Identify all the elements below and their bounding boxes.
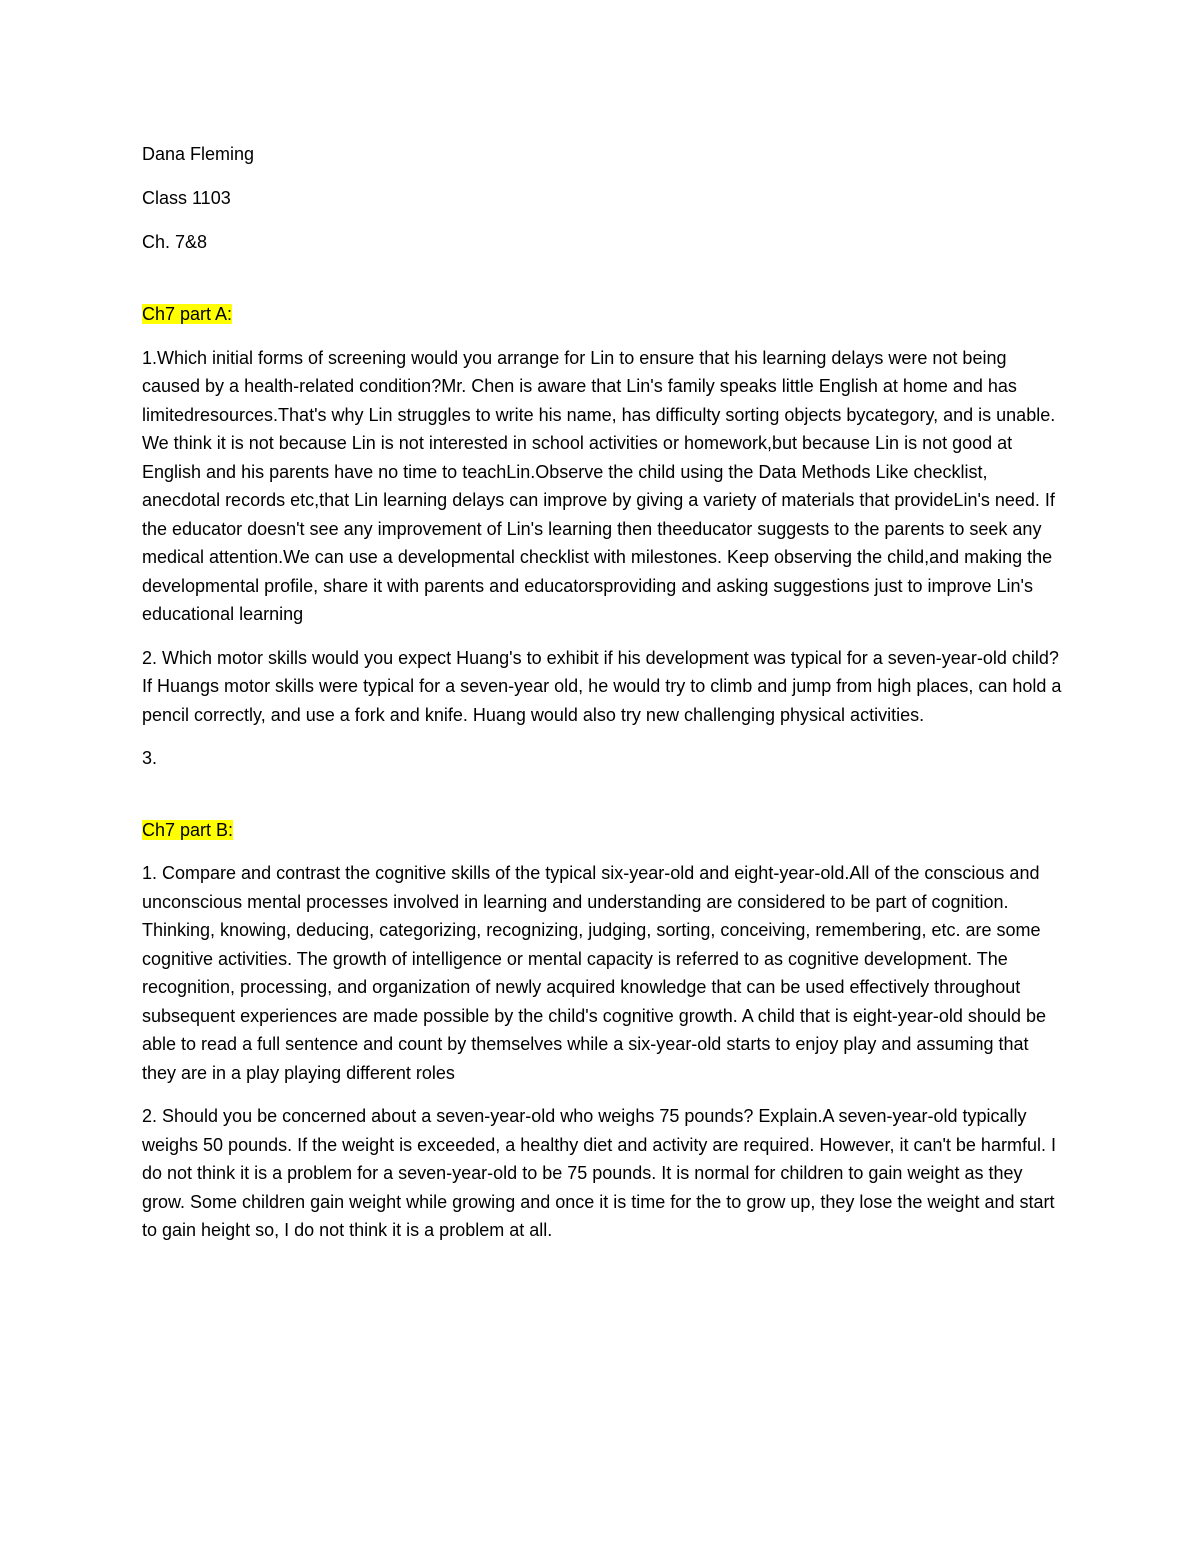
chapter-label: Ch. 7&8 [142, 232, 208, 252]
highlighted-heading-text: Ch7 part B: [142, 819, 234, 840]
answer-a-3: 3. [142, 748, 158, 768]
highlighted-heading-text: Ch7 part A: [142, 304, 233, 324]
answer-b-1: 1. Compare and contrast the cognitive skills of the typical six-year-old and eight-year-old.All of the conscious and unconscious mental processes involved in learning and understanding are considered to be part of cognition. Thinking, knowing, deducing, categorizing, recognizing, judging, sorting, conceiving, remembering, etc. are some cognitive activities. The growth of intelligence or mental capacity is referred to as cognitive development. The recognition, processing, and organization of newly acquired knowledge that can be used effectively throughout subsequent experiences are made possible by the child's cognitive growth. A child that is eight-year-old should be able to read a full sentence and count by themselves while a six-year-old starts to enjoy play and assuming that they are in a play playing different roles [142, 863, 1046, 1083]
section-heading-part-a [142, 300, 1062, 329]
section-heading-part-b [142, 816, 1062, 845]
answer-a-1: 1.Which initial forms of screening would you arrange for Lin to ensure that his learning delays were not being caused by a health-related condition?Mr. Chen is aware that Lin's family speaks little English at home and has limitedresources.That's why Lin struggles to write his name, has difficulty sorting objects bycategory, and is unable. We think it is not because Lin is not interested in school activities or homework,but because Lin is not good at English and his parents have no time to teachLin.Observe the child using the Data Methods Like checklist, anecdotal records etc,that Lin learning delays can improve by giving a variety of materials that provideLin's need. If the educator doesn't see any improvement of Lin's learning then theeducator suggests to the parents to seek any medical attention.We can use a developmental checklist with milestones. Keep observing the child,and making the developmental profile, share it with parents and educatorsproviding and asking suggestions just to improve Lin's educational learning [142, 347, 1056, 624]
answer-a-2: 2. Which motor skills would you expect Huang's to exhibit if his development was typical for a seven-year-old child? If Huangs motor skills were typical for a seven-year old, he would try to climb and jump from high places, can hold a pencil correctly, and use a fork and knife. Huang would also try new challenging physical activities. [142, 647, 1062, 725]
spacer [142, 272, 1062, 300]
student-name: Dana Fleming [142, 144, 255, 164]
answer-b-2: 2. Should you be concerned about a seven-year-old who weighs 75 pounds? Explain.A seven-year-old typically weighs 50 pounds. If the weight is exceeded, a healthy diet and activity are required. However, it can't be harmful. I do not think it is a problem for a seven-year-old to be 75 pounds. It is normal for children to gain weight as they grow. Some children gain weight while growing and once it is time for the to grow up, they lose the weight and start to gain height so, I do not think it is a problem at all. [142, 1106, 1056, 1240]
document-body [142, 140, 1062, 1260]
spacer [142, 788, 1062, 816]
class-number: Class 1103 [142, 188, 231, 208]
